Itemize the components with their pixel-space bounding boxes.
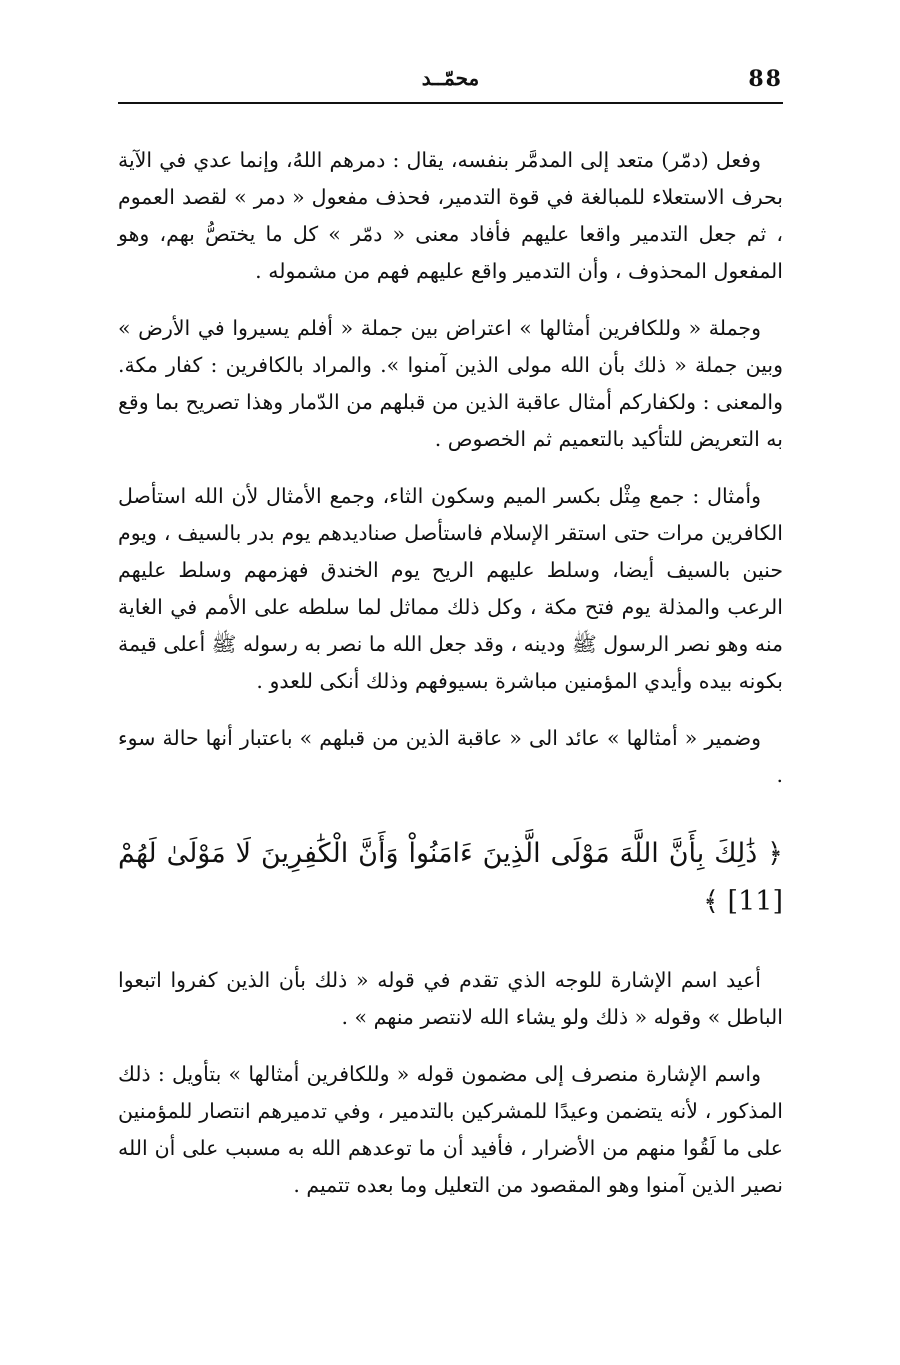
paragraph-3: وأمثال : جمع مِثْل بكسر الميم وسكون الثاء، وجمع الأمثال لأن الله استأصل الكافرين مرات حتى استقر الإسلام فاستأصل صناديدهم يوم بدر بالسيف ، ويوم حنين بالسيف أيضا، وسلط عليهم الريح يوم الخندق فهزمهم وسلط عليهم الرعب والمذلة يوم فتح مكة ، وكل ذلك مماثل لما سلطه على الأمم في الغاية منه وهو نصر الرسول ﷺ ودينه ، وقد جعل الله ما نصر به رسوله ﷺ أعلى قيمة بكونه بيده وأيدي المؤمنين مباشرة بسيوفهم وذلك أنكى للعدو . xyxy=(118,484,783,693)
paragraph-1: وفعل (دمّر) متعد إلى المدمَّر بنفسه، يقال : دمرهم اللهُ، وإنما عدي في الآية بحرف الاستعلاء للمبالغة في قوة التدمير، فحذف مفعول « دمر » لقصد العموم ، ثم جعل التدمير واقعا عليهم فأفاد معنى « دمّر » كل ما يختصُّ بهم، وهو المفعول المحذوف ، وأن التدمير واقع عليهم فهم من مشموله . xyxy=(118,148,783,283)
page-body xyxy=(118,142,783,1224)
paragraph-4: وضمير « أمثالها » عائد الى « عاقبة الذين من قبلهم » باعتبار أنها حالة سوء . xyxy=(118,726,783,787)
paragraph-2: وجملة « وللكافرين أمثالها » اعتراض بين جملة « أفلم يسيروا في الأرض » وبين جملة « ذلك بأن الله مولى الذين آمنوا ». والمراد بالكافرين : كفار مكة. والمعنى : ولكفاركم أمثال عاقبة الذين من قبلهم من الدّمار وهذا تصريح بما وقع به التعريض للتأكيد بالتعميم ثم الخصوص . xyxy=(118,316,783,451)
paragraph-5: أعيد اسم الإشارة للوجه الذي تقدم في قوله « ذلك بأن الذين كفروا اتبعوا الباطل » وقوله « ذلك ولو يشاء الله لانتصر منهم » . xyxy=(118,968,783,1029)
paragraph-6: واسم الإشارة منصرف إلى مضمون قوله « وللكافرين أمثالها » بتأويل : ذلك المذكور ، لأنه يتضمن وعيدًا للمشركين بالتدمير ، وفي تدميرهم انتصار للمؤمنين على ما لَقُوا منهم من الأضرار ، فأفيد أن ما توعدهم الله به مسبب على أن الله نصير الذين آمنوا وهو المقصود من التعليل وما بعده تتميم . xyxy=(118,1062,783,1197)
quran-verse: ﴿ ذَٰلِكَ بِأَنَّ اللَّهَ مَوْلَى الَّذِينَ ءَامَنُواْ وَأَنَّ الْكَٰفِرِينَ لَا مَوْلَىٰ لَهُمْ [11] ﴾ xyxy=(118,838,783,917)
running-title: محمّــد xyxy=(421,66,480,90)
page-number: 88 xyxy=(748,66,783,92)
page-header xyxy=(118,60,783,100)
header-rule xyxy=(118,102,783,104)
